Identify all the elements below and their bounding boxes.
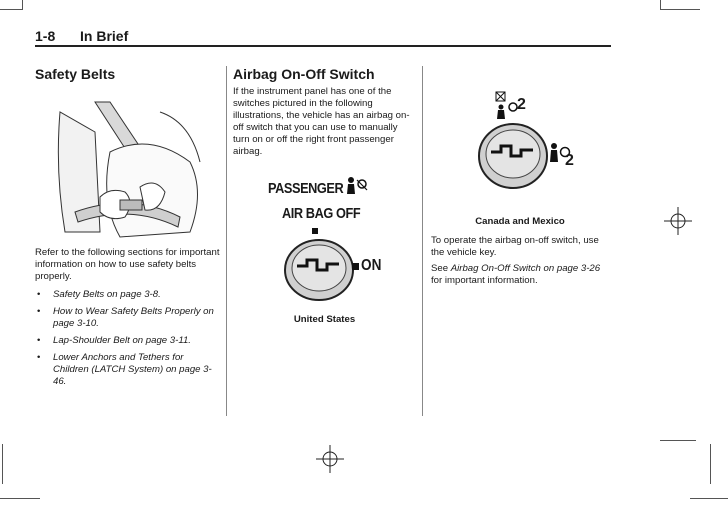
crop-mark <box>660 440 696 441</box>
reference-link[interactable]: • Lower Anchors and Tethers for Children (LATCH System) on page 3-46. <box>35 352 220 388</box>
reference-link[interactable]: • How to Wear Safety Belts Properly on page 3-10. <box>35 306 220 330</box>
header-rule <box>35 45 611 47</box>
registration-mark <box>316 445 344 473</box>
see-prefix: See <box>431 263 451 274</box>
canada-airbag-switch-illustration <box>477 122 549 190</box>
crop-mark <box>2 444 3 484</box>
crop-mark <box>690 498 728 499</box>
see-reference <box>431 263 613 287</box>
air-bag-off-label: AIR BAG OFF <box>282 205 361 222</box>
reference-link[interactable]: • Safety Belts on page 3-8. <box>35 289 220 301</box>
passenger-airbag-icon <box>345 176 369 196</box>
right-icon-digit: 2 <box>565 152 574 169</box>
crop-mark <box>0 9 22 10</box>
safety-belts-intro: Refer to the following sections for important information on how to use safety belts properly. <box>35 247 220 282</box>
off-indicator <box>312 228 318 234</box>
us-caption: United States <box>293 314 356 325</box>
reference-link[interactable]: • Lap-Shoulder Belt on page 3-11. <box>35 335 220 347</box>
us-airbag-switch-illustration <box>283 238 355 302</box>
crop-mark <box>22 0 23 10</box>
crop-mark <box>660 9 700 10</box>
section-title: In Brief <box>80 28 129 44</box>
reference-list <box>35 289 220 393</box>
page-header <box>35 28 128 44</box>
see-suffix: for important information. <box>431 275 538 286</box>
registration-mark <box>664 207 692 235</box>
page-number: 1-8 <box>35 28 56 44</box>
safety-belts-heading: Safety Belts <box>35 66 116 82</box>
crop-mark <box>710 444 711 484</box>
airbag-switch-intro: If the instrument panel has one of the switches pictured in the following illustrations, the vehicle has an airbag on-off switch that you can use to manually turn on or off the right front passenger airbag. <box>233 86 410 157</box>
airbag-switch-heading: Airbag On-Off Switch <box>233 66 375 82</box>
column-divider <box>226 66 227 416</box>
passenger-label: PASSENGER <box>268 180 344 197</box>
see-link[interactable]: Airbag On-Off Switch on page 3-26 <box>450 263 601 274</box>
on-indicator <box>352 263 359 270</box>
canada-mexico-caption: Canada and Mexico <box>475 216 565 227</box>
column-divider <box>422 66 423 416</box>
operate-instructions: To operate the airbag on-off switch, use the vehicle key. <box>431 235 599 258</box>
on-label: ON <box>361 257 382 274</box>
top-icon-digit: 2 <box>517 96 526 113</box>
crop-mark <box>0 498 40 499</box>
safety-belt-illustration <box>40 92 215 242</box>
